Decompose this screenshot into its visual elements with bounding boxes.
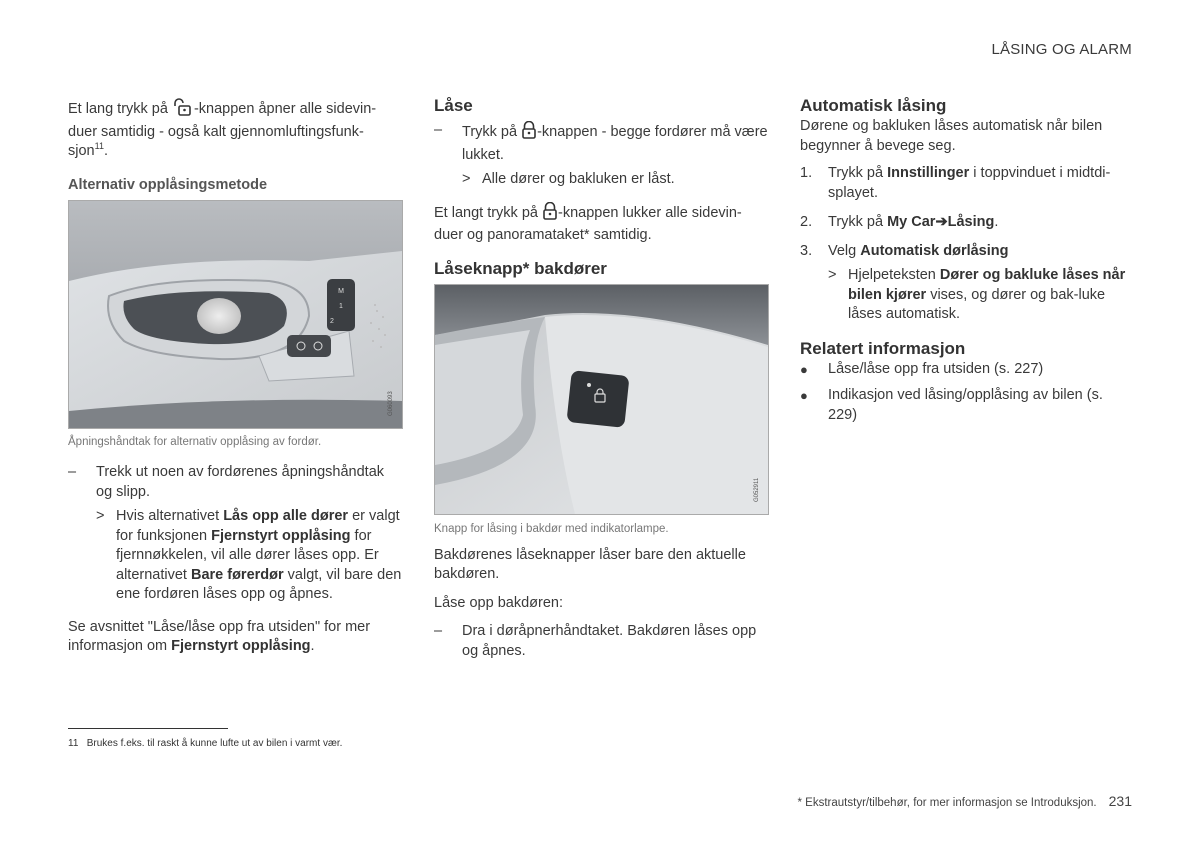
related-link[interactable]: ● Låse/låse opp fra utsiden (s. 227) xyxy=(800,360,1044,377)
figure-caption: Knapp for låsing i bakdør med indikatorlampe. xyxy=(434,522,669,535)
step-item: – Trykk på -knappen - begge fordører må være lukket. xyxy=(434,122,768,163)
footnote: 11 Brukes f.eks. til raskt å kunne lufte ut av bilen i varmt vær. xyxy=(68,738,343,749)
heading-rear-lock: Låseknapp* bakdører xyxy=(434,258,607,278)
memory-button-label: 2 xyxy=(330,318,334,325)
heading-related: Relatert informasjon xyxy=(800,338,966,358)
numbered-step: 3. Velg Automatisk dørlåsing xyxy=(800,242,1009,259)
page-footer xyxy=(798,792,1132,814)
related-link[interactable]: ● Indikasjon ved låsing/opplåsing av bilen (s. 229) xyxy=(800,387,1103,423)
arrow-right-icon: ➔ xyxy=(935,214,948,230)
memory-button-label: M xyxy=(338,288,344,295)
column-3 xyxy=(800,96,1135,425)
step-item: – Trekk ut noen av fordørenes åpningshåndtak og slipp. xyxy=(68,464,385,500)
figure-id: G060093 xyxy=(388,391,394,416)
section-title: LÅSING OG ALARM xyxy=(991,41,1132,58)
column-1 xyxy=(68,96,403,657)
result-item: > Hvis alternativet Lås opp alle dører er valgt for funksjonen Fjernstyrt opplåsing for fjernnøkkelen, vil alle dører låses opp. Er alternativet Bare førerdør valgt, vil bare den ene fordøren låses opp og åpnes. xyxy=(96,508,402,602)
page-number: 231 xyxy=(1108,793,1132,809)
heading-lock: Låse xyxy=(434,96,473,115)
heading-auto-lock: Automatisk låsing xyxy=(800,96,947,115)
intro-paragraph: Et lang trykk på -knappen åpner alle sidevin- duer samtidig - også kalt gjennomluftingsfunk- sjon$^{11}$. xyxy=(68,98,403,162)
figure-id: G052911 xyxy=(754,477,760,502)
rear-door-figure xyxy=(434,284,769,515)
see-also-paragraph: Se avsnittet "Låse/låse opp fra utsiden" for mer informasjon om Fjernstyrt opplåsing. xyxy=(68,618,371,654)
result-item: > Alle dører og bakluken er låst. xyxy=(462,171,675,187)
long-press-paragraph: Et langt trykk på -knappen lukker alle sidevin-duer og panoramataket* samtidig. xyxy=(434,202,769,246)
rear-paragraph: Bakdørenes låseknapper låser bare den aktuelle bakdøren. xyxy=(434,546,746,582)
numbered-step: 2. Trykk på My Car➔Låsing. xyxy=(800,214,999,230)
auto-intro: Dørene og bakluken låses automatisk når bilen begynner å bevege seg. xyxy=(800,118,1103,154)
lock-icon xyxy=(542,202,558,227)
step-item: – Dra i døråpnerhåndtaket. Bakdøren låses opp og åpnes. xyxy=(434,623,757,659)
door-handle-figure xyxy=(68,200,403,429)
memory-button-label: 1 xyxy=(339,303,343,310)
result-item: > Hjelpeteksten Dører og bakluke låses når bilen kjører vises, og dører og bak-luke låses automatisk. xyxy=(828,267,1126,322)
lock-icon xyxy=(521,121,537,146)
numbered-step: 1. Trykk på Innstillinger i toppvinduet i midtdi-splayet. xyxy=(800,165,1111,201)
footnote-rule xyxy=(68,728,228,729)
figure-caption: Åpningshåndtak for alternativ opplåsing av fordør. xyxy=(68,436,322,448)
subheading-alt-unlock: Alternativ opplåsingsmetode xyxy=(68,176,268,193)
unlock-icon xyxy=(172,98,194,123)
rear-door-illustration xyxy=(435,285,768,514)
door-handle-illustration xyxy=(69,201,402,428)
footer-note: * Ekstrautstyr/tilbehør, for mer informasjon se Introduksjon. xyxy=(797,797,1097,809)
column-2 xyxy=(434,96,769,661)
step-list xyxy=(800,164,1135,325)
rear-unlock-intro: Låse opp bakdøren: xyxy=(434,594,563,611)
